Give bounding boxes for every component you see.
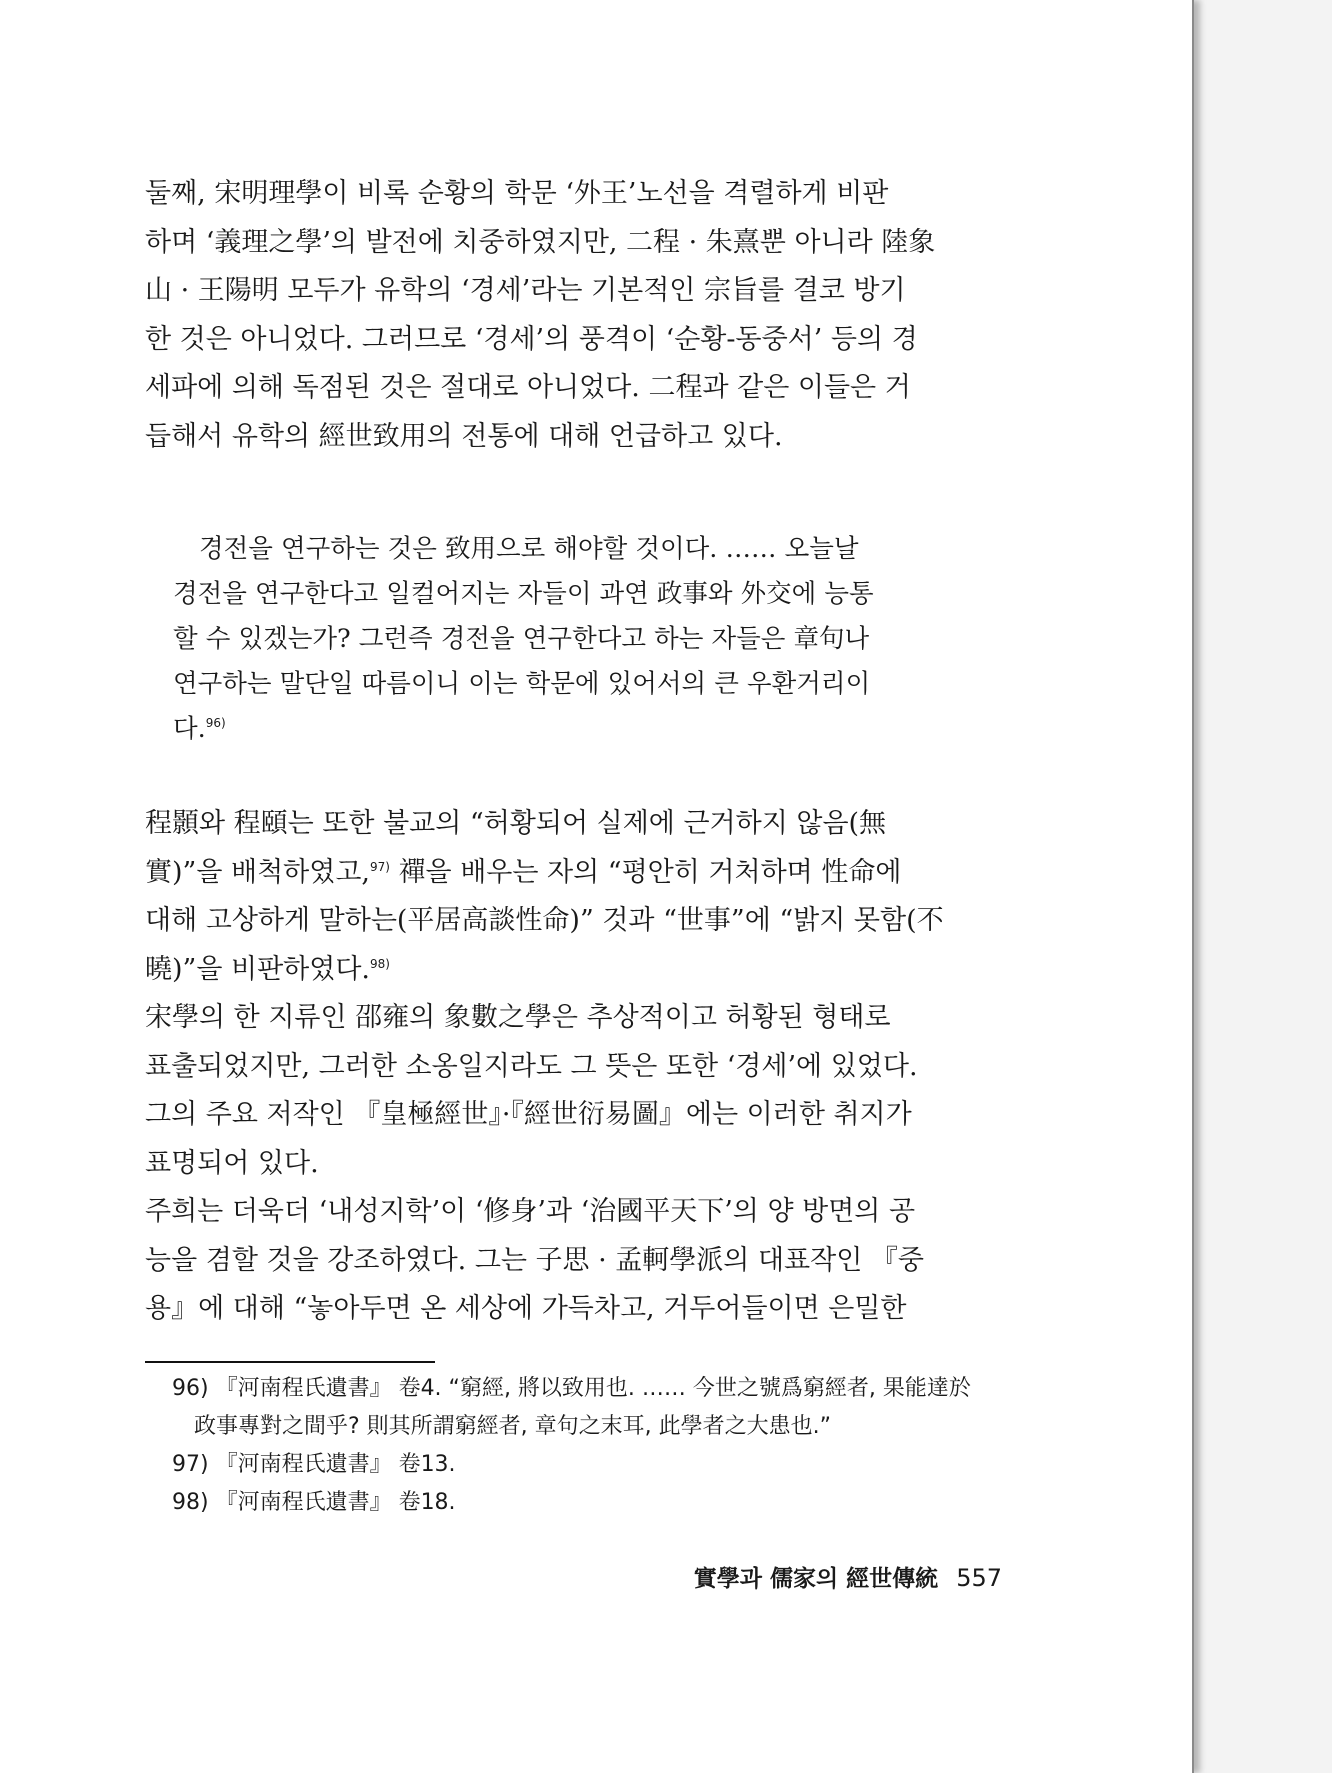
running-title: 實學과 儒家의 經世傳統 <box>693 1566 939 1592</box>
footnote-96: 96) 『河南程氏遺書』 卷4. “窮經, 將以致用也. …… 今世之號爲窮經者, 果能達於 <box>172 1376 971 1401</box>
text-line <box>145 946 1002 995</box>
footnote-ref-96[interactable]: 96) <box>205 716 226 730</box>
quote-line: 할 수 있겠는가? 그런즉 경전을 연구한다고 하는 자들은 章句나 <box>173 624 870 654</box>
footnotes <box>172 1370 1002 1522</box>
footnote-96-continued: 政事專對之間乎? 則其所謂窮經者, 章句之末耳, 此學者之大患也.” <box>194 1414 832 1439</box>
text-line: 능을 겸할 것을 강조하였다. 그는 子思 · 孟軻學派의 대표작인 『중 <box>145 1244 924 1276</box>
text-segment: 曉)”을 비판하였다. <box>145 953 370 985</box>
text-line <box>145 849 1002 898</box>
text-line: 듭해서 유학의 經世致用의 전통에 대해 언급하고 있다. <box>145 420 783 452</box>
quote-text: 경전을 연구하는 것은 致用으로 해야할 것이다. …… 오늘날 <box>199 534 859 564</box>
text-line: 표명되어 있다. <box>145 1147 319 1179</box>
running-footer <box>694 1560 1002 1593</box>
text-line: 세파에 의해 독점된 것은 절대로 아니었다. 二程과 같은 이들은 거 <box>145 372 911 403</box>
quote-text: 다. <box>173 714 206 744</box>
text-line: 한 것은 아니었다. 그러므로 ‘경세’의 풍격이 ‘순황-동중서’ 등의 경 <box>145 323 918 355</box>
paragraph-1 <box>145 170 1002 461</box>
text-line: 하며 ‘義理之學’의 발전에 치중하였지만, 二程 · 朱熹뿐 아니라 陸象 <box>145 226 936 258</box>
text-line: 주희는 더욱더 ‘내성지학’이 ‘修身’과 ‘治國平天下’의 양 방면의 공 <box>145 1196 916 1227</box>
text-line: 宋學의 한 지류인 邵雍의 象數之學은 추상적이고 허황된 형태로 <box>145 1002 891 1033</box>
text-line: 程顥와 程頤는 또한 불교의 “허황되어 실제에 근거하지 않음(無 <box>145 808 887 839</box>
footnote-ref-98[interactable]: 98) <box>370 956 390 971</box>
text-line: 표출되었지만, 그러한 소옹일지라도 그 뜻은 또한 ‘경세’에 있었다. <box>145 1050 918 1082</box>
quote-line: 연구하는 말단일 따름이니 이는 학문에 있어서의 큰 우환거리이 <box>173 669 871 699</box>
quote-line <box>173 707 973 752</box>
text-line: 둘째, 宋明理學이 비록 순황의 학문 ‘外王’노선을 격렬하게 비판 <box>145 178 889 209</box>
footnote-97: 97) 『河南程氏遺書』 卷13. <box>172 1452 456 1477</box>
footnote-98: 98) 『河南程氏遺書』 卷18. <box>172 1490 456 1515</box>
paragraph-4 <box>145 1188 1002 1334</box>
text-segment: 實)”을 배척하였고, <box>145 856 370 888</box>
quote-line <box>173 527 973 572</box>
footnote-divider <box>145 1361 435 1363</box>
quote-line: 경전을 연구한다고 일컬어지는 자들이 과연 政事와 外交에 능통 <box>173 579 874 609</box>
text-line: 대해 고상하게 말하는(平居高談性命)” 것과 “世事”에 “밝지 못함(不 <box>145 905 944 936</box>
footnote-ref-97[interactable]: 97) <box>370 859 390 874</box>
paragraph-3 <box>145 994 1002 1188</box>
text-line: 山 · 王陽明 모두가 유학의 ‘경세’라는 기본적인 宗旨를 결코 방기 <box>145 275 906 306</box>
text-line: 그의 주요 저작인 『皇極經世』·『經世衍易圖』에는 이러한 취지가 <box>145 1099 912 1130</box>
text-line: 용』에 대해 “놓아두면 온 세상에 가득차고, 거두어들이면 은밀한 <box>145 1293 907 1324</box>
block-quote <box>173 527 973 752</box>
page-number: 557 <box>956 1564 1002 1592</box>
paragraph-2 <box>145 800 1002 994</box>
text-segment: 禪을 배우는 자의 “평안히 거처하며 性命에 <box>389 856 902 888</box>
